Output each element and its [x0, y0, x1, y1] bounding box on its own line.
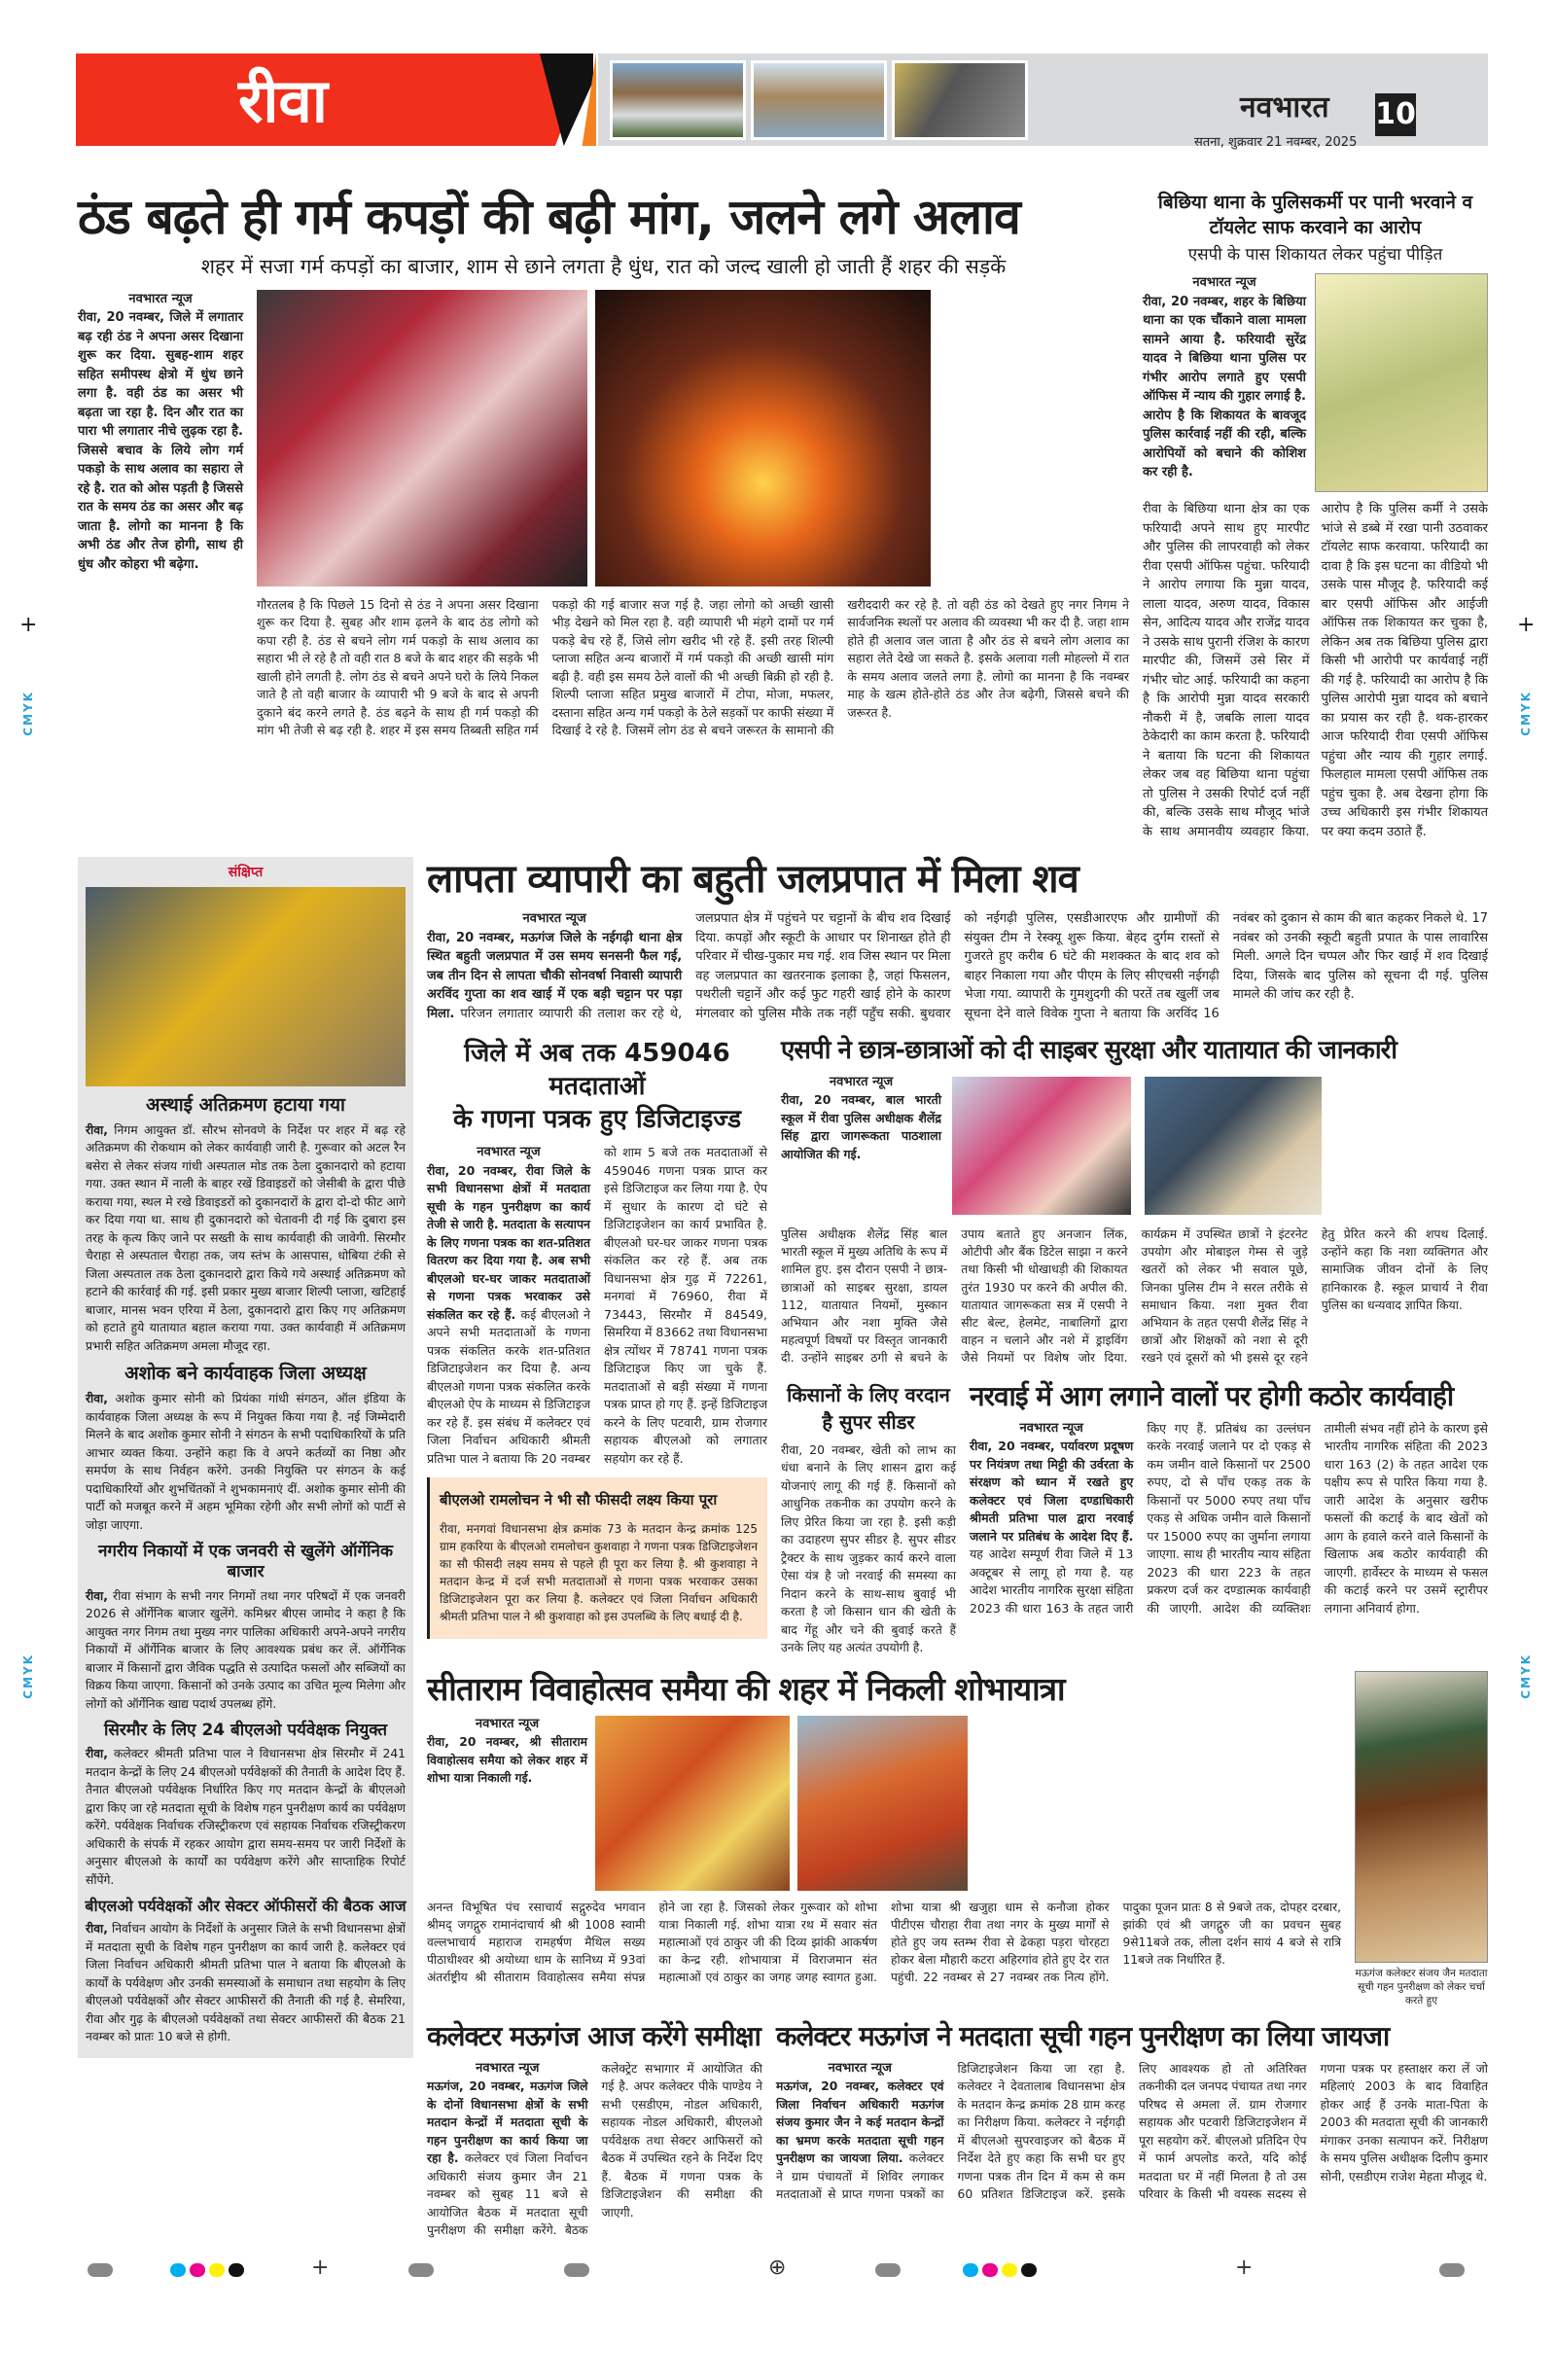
lead-column-1: [78, 290, 243, 575]
sculpture-photo: [892, 60, 1028, 140]
cyber-body: पुलिस अधीक्षक शैलेंद्र सिंह बाल भारती स्कूल में मुख्य अतिथि के रूप में शामिल हुए. इस दौरान एसपी ने छात्र-छात्राओं को साइबर सुरक्षा, डायल 112, यातायात नियमों, मुस्कान अभियान और नशा मुक्ति जैसे महत्वपूर्ण विषयों पर विस्तृत जानकारी दी. उन्होंने साइबर ठगी से बचने के उपाय बताते हुए अनजान लिंक, ओटीपी और बैंक डिटेल साझा न करने तथा किसी भी धोखाधड़ी की शिकायत तुरंत 1930 पर करने की अपील की. यातायात जागरूकता सत्र में एसपी ने सीट बेल्ट, हेलमेट, नाबालिगों द्वारा वाहन न चलाने और नशे में ड्राइविंग जैसे नियमों पर विशेष जोर दिया. कार्यक्रम में उपस्थित छात्रों ने इंटरनेट उपयोग और मोबाइल गेम्स से जुड़े खतरों को लेकर भी सवाल पूछे, जिनका पुलिस टीम ने सरल तरीके से समाधान किया. नशा मुक्त रीवा अभियान के तहत एसपी शैलेंद्र सिंह ने छात्रों और शिक्षकों को नशा से दूरी रखने एवं दूसरों को भी इससे दूर रहने हेतु प्रेरित करने की शपथ दिलाई. उन्होंने कहा कि नशा व्यक्तिगत और सामाजिक जीवन दोनों के लिए हानिकारक है. स्कूल प्राचार्य ने रीवा पुलिस का धन्यवाद ज्ञापित किया.: [781, 1226, 1488, 1366]
waterfall-photo: [610, 60, 746, 140]
byline: नवभारत न्यूज: [1192, 275, 1256, 291]
brief-dateline: रीवा,: [86, 1588, 108, 1603]
procession-body: अनन्त विभूषित पंच रसाचार्य सद्गुरुदेव भगवान श्रीमद् जगद्गुरु रामानंदाचार्य श्री श्री 1008 स्वामी वल्लभाचार्य महाराज रामहर्षण मैथिल सख्य पीठाधीश्वर श्री अयोध्या धाम के सानिध्य में 93वां अंतर्राष्ट्रीय श्री सीताराम विवाहोत्सव समैया संपन्न होने जा रहा है. जिसको लेकर गुरूवार को शोभा यात्रा निकाली गई. शोभा यात्रा रथ में सवार संत महात्माओं एवं ठाकुर जी की दिव्य झांकी आकर्षण का केन्द्र रही. शोभायात्रा में विराजमान संत महात्माओं एवं ठाकुर का जगह जगह स्वागत हुआ. शोभा यात्रा श्री खजुहा धाम से कनौजा होकर पीटीएस चौराहा रीवा तथा नगर के मुख्य मार्गों से होते हुए जय स्तम्भ रीवा से ढेकहा पड़रा चोरहटा होकर बेला मौहारी कटरा अहिरगांव होते हुए देर रात पहुंची. 22 नवम्बर से 27 नवम्बर तक नित्य होंगे. पादुका पूजन प्रातः 8 से 9बजे तक, दोपहर दरबार, झांकी एवं श्री जगद्गुरु जी का प्रवचन सुबह 9से11बजे तक, लीला दर्शन सायं 4 बजे से रात्रि 11बजे तक निर्धारित हैं.: [427, 1900, 1341, 1985]
voters-body: [427, 1144, 767, 1468]
cmyk-mark-left-bottom: CMYK: [21, 1653, 35, 1699]
seeder-body: रीवा, 20 नवम्बर, खेती को लाभ का धंधा बनाने के लिए शासन द्वारा कई योजनाएं लागू की गई हैं. किसानों को आधुनिक तकनीक का उपयोग करने के लिए प्रेरित किया जा रहा है. इसी कड़ी का उदाहरण सुपर सीडर है. सुपर सीडर ट्रैक्टर के साथ जुड़कर कार्य करने वाला ऐसा यंत्र है जो नरवाई की समस्या का निदान करने के साथ-साथ बुवाई भी करता है जो किसान धान की खेती के बाद गेंहू और चने की बुवाई करते हैं उनके लिए यह अत्यंत उपयोगी है.: [781, 1442, 956, 1655]
color-dot-black: [1021, 2263, 1037, 2277]
seeder-story: [781, 1381, 956, 1657]
procession-photo-2: [797, 1716, 968, 1891]
stubble-lead: रीवा, 20 नवम्बर, पर्यावरण प्रदूषण पर नियंत्रण तथा मिट्टी की उर्वरता के संरक्षण को ध्यान में रखते हुए कलेक्टर एवं जिला दण्डाधिकारी श्रीमती प्रतिभा पाल द्वारा नरवाई जलाने पर प्रतिबंध के आदेश दिए हैं.: [970, 1439, 1134, 1544]
byline: नवभारत न्यूज: [828, 2060, 892, 2076]
waterfall-body: [427, 909, 1488, 1023]
stubble-text: यह आदेश सम्पूर्ण रीवा जिले में 13 अक्टूबर से लागू हो गया है. यह आदेश भारतीय नागरिक सुरक्षा संहिता 2023 की धारा 163 के तहत जारी किए गए हैं. प्रतिबंध का उल्लंघन करके नरवाई जलाने पर दो एकड़ से कम जमीन वाले किसानों पर 2500 रुपए, दो से पाँच एकड़ तक के किसानों पर 5000 रुपए तथा पाँच एकड़ से अधिक जमीन वाले किसानों पर 15000 रुपए का जुर्माना लगाया जाएगा. साथ ही भारतीय न्याय संहिता 2023 की धारा 223 के तहत प्रकरण दर्ज कर दण्डात्मक कार्यवाही की जाएगी. आदेश की व्यक्तिशः तामीली संभव नहीं होने के कारण इसे भारतीय नागरिक संहिता की 2023 धारा 163 (2) के तहत आदेश एक पक्षीय रूप से पारित किया गया है. जारी आदेश के अनुसार खरीफ फसलों की कटाई के बाद खेतों को आग के हवाले करने वाले किसानों के खिलाफ अब कठोर कार्यवाही की जाएगी. हार्वेस्टर के माध्यम से फसल की कटाई करने पर उसमें स्ट्रारीपर लगाना अनिवार्य होगा.: [970, 1420, 1488, 1616]
brief-body: कलेक्टर श्रीमती प्रतिभा पाल ने विधानसभा क्षेत्र सिरमौर में 241 मतदान केन्द्रों के लिए 24 बीएलओ पर्यवेक्षकों की तैनाती के आदेश दिए हैं. तैनात बीएलओ पर्यवेक्षक निर्धारित किए गए मतदान केन्द्रों के बीएलओ द्वारा किए जा रहे मतदाता सूची के विशेष गहन पुनरीक्षण कार्य का पर्यवेक्षण करेंगे. पर्यवेक्षक निर्वाचक रजिस्ट्रीकरण एवं सहायक निर्वाचक रजिस्ट्रीकरण अधिकारी के संपर्क में रहकर आयोग द्वारा समय-समय पर जारी निर्देशों के अनुसार बीएलओ के कार्यों का पर्यवेक्षण करेंगे और साप्ताहिक रिपोर्ट सौंपेंगे.: [86, 1747, 406, 1887]
inspection-story: [776, 2021, 1488, 2204]
page-content: [78, 190, 1488, 2287]
lead-body: गौरतलब है कि पिछले 15 दिनो से ठंड ने अपना असर दिखाना शुरू कर दिया है. सुबह और शाम ढ़लने के बाद ठंड लोगो को कपा रही है. ठंड से बचने लोग गर्म पकड़ो के साथ अलाव का सहारा भी ले रहे है तो वही रात 8 बजे के बाद शहर की सड़के भी खाली होने लगती है. लोग ठंड से बचने अपने घरो के लिये निकल जाते है तो वही बाजार के व्यापारी भी 9 बजे के बाद से अपनी दुकाने बंद करने लगते है. ठंड बढ़ने के साथ ही गर्म पकड़ो की मांग भी तेजी से बढ़ रही है. शहर में इस समय तिब्बती सहित गर्म पकड़ो की गई बाजार सज गई है. जहा लोगो को अच्छी खासी भीड़ देखने को मिल रहा है. वही व्यापारी भी मंहगे दामों पर गर्म पकड़े बेच रहे हैं, जिसे लोग खरीद भी रहे हैं. इसी तरह शिल्पी प्लाजा सहित अन्य बाजारों में गर्म पकड़ो की अच्छी खासी मांग बढ़ी है. वही इस समय ठेले वालों की भी अच्छी बिक्री हो रही है. शिल्पी प्लाजा सहित प्रमुख बाजारों में टोपा, मोजा, मफलर, दस्ताना सहित अन्य गर्म पकड़ो के ठेले सड़कों पर काफी संख्या में दिखाई दे रहे है. जिसमें लोग ठंड से बचने जरूरत के सामानो की खरीददारी कर रहे है. तो वही ठंड को देखते हुए नगर निगम ने सार्वजनिक स्थलों पर अलाव की व्यवस्था भी कर दी है. जहा शाम होते ही अलाव जल जाता है और ठंड से बचने लोग अलाव का सहारा लेते देखे जा सकते है. इसके अलावा गली मोहल्लो में रात के समय अलाव जलते लगा है. लोगो का मानना है कि नवम्बर माह के खत्म होते-होते ठंड और तेज बढ़ेगी, जिससे बचने की जरूरत है.: [257, 596, 1129, 738]
brief-dateline: रीवा,: [86, 1122, 108, 1137]
brief-headline: अशोक बने कार्यवाहक जिला अध्यक्ष: [124, 1363, 367, 1385]
registration-cross-icon: +: [19, 613, 38, 637]
procession-photo-1: [595, 1716, 790, 1891]
jcb-photo: [86, 887, 406, 1086]
color-bar-grey: [564, 2263, 589, 2277]
voters-headline-line-1: जिले में अब तक 459046 मतदाताओं: [464, 1039, 730, 1102]
top-section: [78, 190, 1488, 841]
byline: नवभारत न्यूज: [522, 911, 586, 927]
seeder-headline: किसानों के लिए वरदान है सुपर सीडर: [787, 1382, 950, 1434]
inspection-body: [776, 2060, 1488, 2204]
color-bar-grey: [88, 2263, 113, 2277]
registration-cross-icon: +: [311, 2255, 330, 2280]
city-title: रीवा: [238, 65, 328, 136]
color-dot-magenta: [190, 2263, 205, 2277]
brief-headline: अस्थाई अतिक्रमण हटाया गया: [146, 1094, 345, 1117]
bottom-stories: [427, 2021, 1488, 2240]
blo-box-body: रीवा, मनगवां विधानसभा क्षेत्र क्रमांक 73 के मतदान केन्द्र क्रमांक 125 ग्राम हकरिया के बीएलओ रामलोचन कुशवाहा ने गणना पत्रक डिजिटाइजेशन का सौ फीसदी लक्ष्य समय से पहले ही पूरा कर लिया है. श्री कुशवाहा ने मतदान केन्द्र में दर्ज सभी मतदाताओं से गणना पत्रक भरवाकर उसका डिजिटाइजेशन पूरा कर लिया है. कलेक्टर एवं जिला निर्वाचन अधिकारी श्रीमती प्रतिभा पाल ने श्री कुशवाहा को इस उपलब्धि के लिए बधाई दी है.: [440, 1521, 758, 1623]
brief-headline: बीएलओ पर्यवेक्षकों और सेक्टर ऑफीसरों की बैठक आज: [85, 1897, 407, 1916]
registration-cross-icon: +: [1235, 2255, 1254, 2280]
brief-dateline: रीवा,: [86, 1747, 108, 1761]
brief-item: [78, 1721, 413, 1889]
brief-item: [78, 1897, 413, 2046]
procession-column-1: [427, 1716, 587, 1788]
cmyk-mark-right-bottom: CMYK: [1519, 1653, 1533, 1699]
cyber-column-1: [781, 1074, 941, 1164]
color-bar-grey: [1439, 2263, 1465, 2277]
cyber-story: [781, 1037, 1488, 1368]
cyber-photo-2: [1142, 1074, 1325, 1218]
fort-reflection-photo: [751, 60, 887, 140]
color-bar-grey: [408, 2263, 434, 2277]
procession-lead: रीवा, 20 नवम्बर, श्री सीताराम विवाहोत्सव समैया को लेकर शहर में शोभा यात्रा निकाली गई.: [427, 1735, 587, 1786]
brief-dateline: रीवा,: [86, 1922, 108, 1936]
color-dot-cyan: [170, 2263, 186, 2277]
blo-box-headline: बीएलओ रामलोचन ने भी सौ फीसदी लक्ष्य किया पूरा: [440, 1491, 718, 1510]
registration-cross-icon: +: [1517, 613, 1536, 637]
stubble-headline: नरवाई में आग लगाने वालों पर होगी कठोर कार्यवाही: [970, 1379, 1454, 1412]
review-headline: कलेक्टर मऊगंज आज करेंगे समीक्षा: [427, 2019, 760, 2052]
bonfire-photo: [595, 290, 931, 586]
color-dot-cyan: [963, 2263, 978, 2277]
dateline: सतना, शुक्रवार 21 नवम्बर, 2025: [1194, 135, 1358, 150]
brief-headline: नगरीय निकायों में एक जनवरी से खुलेंगे ऑर्गेनिक बाजार: [97, 1542, 394, 1582]
right-stories: [781, 1037, 1488, 1657]
voters-text: कई बीएलओ ने अपने सभी मतदाताओं के गणना पत्रक संकलित करके शत-प्रतिशत डिजिटाइजेशन कर दिया है. अन्य बीएलओ गणना पत्रक संकलित करके बीएलओ ऐप के माध्यम से डिजिटाइज कर रहे हैं. इस संबंध में कलेक्टर एवं जिला निर्वाचन अधिकारी श्रीमती प्रतिभा पाल ने बताया कि 20 नवम्बर को शाम 5 बजे तक मतदाताओं से 459046 गणना पत्रक प्राप्त कर इसे डिजिटाइज कर लिया गया है. ऐप में सुधार के कारण दो घंटे से डिजिटाइजेशन का कार्य प्रभावित है. बीएलओ घर-घर जाकर गणना पत्रक संकलित कर रहे हैं. अब तक विधानसभा क्षेत्र गुढ़ में 72261, मनगवां में 76960, रीवा में 73443, सिरमौर में 84549, सिमरिया में 83662 तथा विधानसभा क्षेत्र त्योंथर में 78741 गणना पत्रक डिजिटाइज किए जा चुके हैं. मतदाताओं से बड़ी संख्या में गणना पत्रक प्राप्त हो गए हैं. इन्हें डिजिटाइज करने के लिए पटवारी, ग्राम रोजगार सहायक बीएलओ को लगातार सहयोग कर रहे हैं.: [427, 1145, 768, 1466]
police-column-1: [1143, 273, 1306, 482]
briefs-sidebar: [78, 857, 413, 2058]
main-column: [427, 857, 1488, 2240]
brief-body: रीवा संभाग के सभी नगर निगमों तथा नगर परिषदों में एक जनवरी 2026 से ऑर्गेनिक बाजार खुलेंगे. कमिश्नर बीएस जामोद ने कहा है कि आयुक्त नगर निगम तथा मुख्य नगर पालिका अधिकारी अपने-अपने नगरीय निकायों में ऑर्गेनिक बाजार के लिए आवश्यक प्रबंध कर लें. ऑर्गेनिक बाजार में किसानों द्वारा जैविक पद्धति से उत्पादित फसलों और सब्जियों का विक्रय किया जाएगा. किसानों को उनके उत्पाद का उचित मूल्य मिलेगा और लोगों को ऑर्गेनिक खाद्य पदार्थ उपलब्ध होंगे.: [86, 1588, 406, 1711]
sidebar-label: संक्षिप्त: [228, 865, 264, 881]
byline: नवभारत न्यूज: [1019, 1420, 1083, 1436]
stubble-story: [970, 1381, 1488, 1618]
middle-stories: [427, 1037, 1488, 1657]
registration-target-icon: ⊕: [768, 2255, 787, 2280]
voters-headline-line-2: के गणना पत्रक हुए डिजिटाइज्ड: [452, 1105, 742, 1135]
cyber-headline: एसपी ने छात्र-छात्राओं को दी साइबर सुरक्षा और यातायात की जानकारी: [781, 1036, 1397, 1066]
byline: नवभारत न्यूज: [475, 1716, 540, 1731]
color-dot-black: [229, 2263, 244, 2277]
review-text: कलेक्टर एवं जिला निर्वाचन अधिकारी संजय कुमार जैन 21 नवम्बर को सुबह 11 बजे से आयोजित बैठक में मतदाता सूची पुनरीक्षण की समीक्षा करेंगे. बैठक कलेक्ट्रेट सभागार में आयोजित की गई है. अपर कलेक्टर पीके पाण्डेय ने सभी एसडीएम, नोडल अधिकारी, सहायक नोडल अधिकारी, बीएलओ पर्यवेक्षक तथा सेक्टर आफिसरों को बैठक में उपस्थित रहने के निर्देश दिए हैं. बैठक में गणना पत्रक के डिजिटाइजेशन की समीक्षा की जाएगी.: [427, 2061, 762, 2238]
waterfall-story: [427, 857, 1488, 1023]
color-dot-yellow: [209, 2263, 225, 2277]
review-lead: मऊगंज, 20 नवम्बर, मऊगंज जिले के दोनों विधानसभा क्षेत्रों के सभी मतदान केन्द्रों में मतदाता सूची के गहन पुनरीक्षण का कार्य किया जा रहा है.: [427, 2079, 588, 2166]
cmyk-mark-left-top: CMYK: [21, 691, 35, 736]
stubble-body: [970, 1420, 1488, 1618]
page-number: 10: [1375, 93, 1416, 136]
lead-story: [78, 190, 1129, 740]
voters-story: [427, 1037, 767, 1639]
byline: नवभारत न्यूज: [829, 1074, 894, 1089]
police-subheadline: एसपी के पास शिकायत लेकर पहुंचा पीड़ित: [1187, 245, 1443, 265]
brief-item: [78, 1094, 413, 1355]
photo-caption: मऊगंज कलेक्टर संजय जैन मतदाता सूची गहन पुनरीक्षण को लेकर चर्चा करते हुए: [1355, 1967, 1488, 2007]
waterfall-headline: लापता व्यापारी का बहुती जलप्रपात में मिला शव: [427, 857, 1079, 903]
brief-headline: सिरमौर के लिए 24 बीएलओ पर्यवेक्षक नियुक्त: [103, 1721, 388, 1741]
clothes-market-photo: [257, 290, 587, 586]
police-lead: रीवा, 20 नवम्बर, शहर के बिछिया थाना का एक चौंकाने वाला मामला सामने आया है. फरियादी सुरेंद्र यादव ने बिछिया थाना पुलिस पर गंभीर आरोप लगाते हुए एसपी ऑफिस में न्याय की गुहार लगाई है. आरोप है कि शिकायत के बावजूद पुलिस कार्रवाई नहीं की रही, बल्कि आरोपियों को बचाने की कोशिश कर रही है.: [1143, 294, 1306, 480]
cyber-lead: रीवा, 20 नवम्बर, बाल भारती स्कूल में रीवा पुलिस अधीक्षक शैलेंद्र सिंह द्वारा जागरूकता पाठशाला आयोजित की गई.: [781, 1092, 941, 1161]
cmyk-mark-right-top: CMYK: [1519, 691, 1533, 736]
waterfall-text: परिजन लगातार व्यापारी की तलाश कर रहे थे, जलप्रपात क्षेत्र में पहुंचने पर चट्टानों के बीच शव दिखाई दिया. कपड़ों और स्कूटी के आधार पर शिनाख्त होते ही परिवार में चीख-पुकार मच गई. शव जिस स्थान पर मिला वह जलप्रपात का खतरनाक इलाका है, जहां फिसलन, पथरीली चट्टानें और कई फुट गहरी खाई होने के कारण मंगलवार को पुलिस मौके तक नहीं पहुँच सकी. बुधवार को नईगढ़ी पुलिस, एसडीआरएफ और ग्रामीणों की संयुक्त टीम ने रेस्क्यू शुरू किया. बेहद दुर्गम रास्तों से गुजरते हुए करीब 6 घंटे की मशक्कत के बाद शव को बाहर निकाला गया और पीएम के लिए सीएचसी नईगढ़ी भेजा गया. व्यापारी के गुमशुदगी की परतें तब खुलीं जब सूचना देने वाले विवेक गुप्ता ने बताया कि अरविंद 16 नवंबर को दुकान से काम की बात कहकर निकले थे. 17 नवंबर को उनकी स्कूटी बहुती प्रपात के पास लावारिस मिली. अगले दिन चप्पल और फिर खाई में शव दिखाई दिया, जिसके बाद पुलिस को सूचना दी गई. पुलिस मामले की जांच कर रही है.: [460, 911, 1488, 1021]
brief-body: निगम आयुक्त डॉ. सौरभ सोनवणे के निर्देश पर शहर में बढ़ रहे अतिक्रमण की रोकथाम को लेकर कार्यवाही जारी है. गुरूवार को अटल रैन बसेरा से लेकर संजय गांधी अस्पताल मोड तक ठेला दुकानदारो को हटाया गया. उक्त स्थान में नाली के बाहर रखें डिवाइडरों को जेसीबी के द्वारा पीछे कराया गया, स्थल मे रखे डिवाइडरों को दुकानदारों के द्वारा दो-दो फीट आगे कर दिया गया था. साथ ही दुकानदारो को चेतावनी दी गई कि दुबारा इस तरह के कृत्य किए जाने पर सख्ती के साथ कार्यवाही की जावेगी. सिरमौर चैराहा से अस्पताल चैराहा तक, जय स्तंभ के आसपास, धोबिया टंकी से जिला अस्पताल तक ठेला दुकानदारो द्वारा किये गये अस्थाई अतिक्रमण को हटाने की कार्रवाई की गई. इसी प्रकार मुख्य बाजार शिल्पी प्लाजा, खटिहाई बाजार, मानस भवन एरिया में ठेला, दुकानदारो द्वारा किए गए अतिक्रमण को हटाते हुये यातायात बहाल कराया गया. उक्त कार्यवाही में अतिक्रमण प्रभारी सहित अतिक्रमण अमला मौजूद रहा.: [86, 1122, 406, 1353]
waterfall-lead: रीवा, 20 नवम्बर, मऊगंज जिले के नईगढ़ी थाना क्षेत्र स्थित बहुती जलप्रपात में उस समय सनसनी फैल गई, जब तीन दिन से लापता चौकी सोनवर्षा निवासी व्यापारी अरविंद गुप्ता का शव खाई में एक बड़ी चट्टान पर पड़ा मिला.: [427, 930, 683, 1021]
lead-subheadline: शहर में सजा गर्म कपड़ों का बाजार, शाम से छाने लगता है धुंध, रात को जल्द खाली हो जाती हैं शहर की सड़कें: [200, 254, 1007, 278]
police-headline: बिछिया थाना के पुलिसकर्मी पर पानी भरवाने व टॉयलेट साफ करवाने का आरोप: [1157, 192, 1473, 238]
print-marks-footer: [78, 2254, 1488, 2287]
lower-section: [78, 857, 1488, 2240]
byline: नवभारत न्यूज: [476, 2060, 540, 2076]
review-body: [427, 2060, 762, 2240]
inspection-text: कलेक्टर ने ग्राम पंचायतों में शिविर लगाकर मतदाताओं से प्राप्त गणना पत्रकों का डिजिटाइजेशन किया जा रहा है. कलेक्टर ने देवतालाब विधानसभा क्षेत्र के मतदान केन्द्र क्रमांक 28 ग्राम करह का निरीक्षण किया. कलेक्टर ने नईगढ़ी में बीएलओ सुपरवाइजर को बैठक में निर्देश देते हुए कहा कि सभी घर हुए गणना पत्रक तीन दिन में कम से कम 60 प्रतिशत डिजिटाइज करें. इसके लिए आवश्यक हो तो अतिरिक्त तकनीकी दल जनपद पंचायत तथा नगर परिषद से अमला लें. ग्राम रोजगार सहायक और पटवारी डिजिटाइजेशन में पूरा सहयोग करें. बीएलओ प्रतिदिन ऐप में फार्म अपलोड करते, यदि कोई मतदाता घर में नहीं मिलता है तो उस परिवार के किसी भी वयस्क सदस्य से गणना पत्रक पर हस्ताक्षर करा लें जो महिलाएं 2003 के बाद विवाहित होकर आई हैं उनके माता-पिता के 2003 की मतदाता सूची की जानकारी मंगाकर उनका सत्यापन करें. निरीक्षण के समय पुलिस अधीक्षक दिलीप कुमार सोनी, एसडीएम राजेश मेहता मौजूद थे.: [776, 2061, 1488, 2202]
byline: नवभारत न्यूज: [128, 291, 193, 306]
lead-headline: ठंड बढ़ते ही गर्म कपड़ों की बढ़ी मांग, जलने लगे अलाव: [78, 189, 1020, 245]
review-story: [427, 2021, 762, 2240]
masthead-city-banner: [76, 53, 591, 146]
collector-meeting-photo: [1355, 1671, 1488, 1963]
newspaper-brand: नवभारत: [1240, 90, 1329, 124]
inspection-lead: मऊगंज, 20 नवम्बर, कलेक्टर एवं जिला निर्वाचन अधिकारी मऊगंज संजय कुमार जैन ने कई मतदान केन्द्रों का भ्रमण करके मतदाता सूची गहन पुनरीक्षण का जायजा लिया.: [776, 2079, 944, 2166]
brief-dateline: रीवा,: [86, 1392, 108, 1406]
brief-body: निर्वाचन आयोग के निर्देशों के अनुसार जिले के सभी विधानसभा क्षेत्रों में मतदाता सूची के विशेष गहन पुनरीक्षण का कार्य जारी है. कलेक्टर एवं जिला निर्वाचन अधिकारी श्रीमती प्रतिभा पाल ने बताया कि बीएलओ के कार्यों के पर्यवेक्षण और उनकी समस्याओं के समाधान तथा सहयोग के लिए बीएलओ पर्यवेक्षकों और सेक्टर आफीसरों की तैनाती की गई है. सेमरिया, रीवा और गुढ़ के बीएलओ पर्यवेक्षकों तथा सेक्टर आफीसरों की बैठक 21 नवम्बर को प्रातः 10 बजे से होगी.: [86, 1922, 407, 2044]
brief-body: अशोक कुमार सोनी को प्रियंका गांधी संगठन, ऑल इंडिया के कार्यवाहक जिला अध्यक्ष के रूप में नियुक्त किया गया है. नई जिम्मेदारी मिलने के बाद अशोक कुमार सोनी ने संगठन के सभी पदाधिकारियों के प्रति आभार व्यक्त किया. उन्होंने कहा कि वे अपने कर्तव्यों का निष्ठा और समर्पण के साथ निर्वहन करेंगे. उनकी नियुक्ति पर संगठन के कई पदाधिकारियों और शुभचिंतकों ने शुभकामनाएं दीं. अशोक कुमार सोनी की पार्टी को मजबूत करने में अहम भूमिका रहेगी और सभी लोगों को पार्टी से जोड़ा जाएगा.: [86, 1392, 406, 1532]
brief-item: [78, 1542, 413, 1713]
color-bar-grey: [875, 2263, 901, 2277]
police-cartoon: [1315, 273, 1488, 492]
procession-story: [427, 1671, 1488, 2007]
lead-paragraph: रीवा, 20 नवम्बर, जिले में लगातार बढ़ रही ठंड ने अपना असर दिखाना शुरू कर दिया. सुबह-शाम शहर सहित समीपस्थ क्षेत्रो में धुंध छाने लगा है. वही ठंड का असर भी बढ़ता जा रहा है. दिन और रात का पारा भी लगातार नीचे लुढ़क रहा है. जिससे बचाव के लिये लोग गर्म पकड़ो के साथ अलाव का सहारा ले रहे है. रात को ओस पड़ती है जिससे रात के समय ठंड का असर और बढ़ जाता है. लोगो का मानना है कि अभी ठंड और तेज होगी, साथ ही धुंध और कोहरा भी बढ़ेगा.: [78, 310, 243, 572]
voters-headline: [427, 1037, 767, 1136]
brief-item: [78, 1363, 413, 1534]
cyber-photo-1: [949, 1074, 1134, 1218]
police-story: [1143, 190, 1488, 841]
procession-headline: सीताराम विवाहोत्सव समैया की शहर में निकली शोभायात्रा: [427, 1669, 1065, 1708]
blo-box: [427, 1477, 767, 1639]
inspection-headline: कलेक्टर मऊगंज ने मतदाता सूची गहन पुनरीक्षण का लिया जायजा: [776, 2019, 1390, 2052]
byline: नवभारत न्यूज: [477, 1145, 541, 1160]
voters-lead: रीवा, 20 नवम्बर, रीवा जिले के सभी विधानसभा क्षेत्रों में मतदाता सूची के गहन पुनरीक्षण का कार्य तेजी से जारी है. मतदाता के सत्यापन के लिए गणना पत्रक का शत-प्रतिशत वितरण कर दिया गया है. अब सभी बीएलओ घर-घर जाकर मतदाताओं से गणना पत्रक भरवाकर उसे संकलित कर रहे हैं.: [427, 1162, 590, 1322]
police-body: रीवा के बिछिया थाना क्षेत्र का एक फरियादी अपने साथ हुए मारपीट और पुलिस की लापरवाही को लेकर रीवा एसपी ऑफिस पहुंचा. फरियादी ने आरोप लगाया कि मुन्ना यादव, लाला यादव, अरुण यादव, विकास सेन, आदित्य यादव और राजेंद्र यादव ने उसके साथ पुरानी रंजिश के कारण मारपीट की, जिसमें उसे सिर में गंभीर चोट आई. फरियादी का कहना है कि आरोपी मुन्ना यादव सरकारी नौकरी में है, जबकि लाला यादव ठेकेदारी का काम करता है. फरियादी ने बताया कि घटना की शिकायत लेकर जब वह बिछिया थाना पहुंचा तो पुलिस ने उसकी रिपोर्ट दर्ज नहीं की, बल्कि उसके साथ मौजूद भांजे के साथ अमानवीय व्यवहार किया. आरोप है कि पुलिस कर्मी ने उसके भांजे से डब्बे में रखा पानी उठवाकर टॉयलेट साफ करवाया. फरियादी का दावा है कि इस घटना का वीडियो भी उसके पास मौजूद है. फरियादी कई बार एसपी ऑफिस और आईजी ऑफिस तक शिकायत कर चुका है, लेकिन अब तक बिछिया पुलिस द्वारा किसी भी आरोपी पर कार्यवाई नहीं की गई है. फरियादी का आरोप है कि पुलिस आरोपी मुन्ना यादव को बचाने का प्रयास कर रही है. थक-हारकर आज फरियादी रीवा एसपी ऑफिस पहुंचा और न्याय की गुहार लगाई. फिलहाल मामला एसपी ऑफिस तक पहुंच चुका है. अब देखना होगा कि उच्च अधिकारी इस गंभीर शिकायत पर क्या कदम उठाते हैं.: [1143, 502, 1488, 839]
color-dot-magenta: [982, 2263, 998, 2277]
color-dot-yellow: [1002, 2263, 1017, 2277]
